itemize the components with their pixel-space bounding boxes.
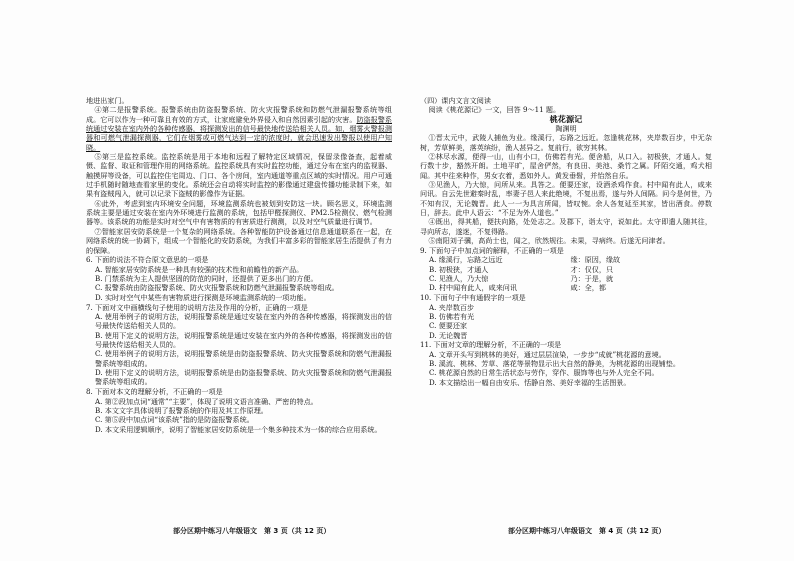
option-7d[interactable]: D. 使用下定义的说明方法，说明报警系统是由防盗报警系统、防火灾报警系统和防燃气泄漏报警系统等组成的。: [95, 367, 392, 387]
option-6b[interactable]: B. 门禁系统为主人提供坚固的防范的同时，还提供了更多出门的方便。: [95, 274, 318, 284]
option-9b[interactable]: [420, 265, 712, 274]
section-heading: （四）课内文言文阅读: [420, 96, 491, 105]
page-4-column: [420, 96, 712, 387]
option-gloss: 缘：原因，缘故: [570, 255, 621, 265]
option-6c[interactable]: C. 报警系统由防盗报警系统、防火灾报警系统和防燃气泄漏报警系统等组成。: [95, 283, 339, 293]
paragraph-monitor-system: ⑤第三是监控系统。监控系统是用于本地和远程了解特定区域情况，保留录像备查，起着威慑、监督、取证和管理作用的网络系统。监控系统具有实时监控功能，通过分布在室内的监视器、触摸屏等设备，可以监控住宅周边、门口、各个房间，室内通道等重点区域的实时情况。用户可通过手机随时随地查看家里的变化。系统还会自动将实时监控的影像通过建盘传播功能录制下来，如果有盗贼闯入，就可以记录下盗贼的影像作为证据。: [86, 152, 392, 199]
option-9d[interactable]: [420, 283, 712, 292]
option-7a[interactable]: A. 使用举例子的说明方法，说明报警系统是通过安装在室内外的各种传感器，将探测发出的信号最快传送给相关人员的。: [95, 311, 392, 331]
paragraph: 地进出家门。: [86, 96, 129, 105]
paragraph-text: ④第二是报警系统。报警系统由防盗报警系统、防火灾报警系统和防燃气泄漏报警系统等组成。它可以作为一种可靠且有效的方式，让家庭避免外界侵入和自然因素引起的灾害。: [86, 105, 392, 124]
passage-title: 桃花源记: [549, 113, 583, 124]
option-6a[interactable]: A. 智能家居安防系统是一种具有较强的技术性和前瞻性的新产品。: [95, 264, 304, 274]
paragraph-environment-system: ⑥此外，考虑到室内环境安全问题，环境监测系统也被划到安防这一块。顾名思义，环境监测系统主要是通过安装在室内外环境进行监测的系统，包括甲醛探测仪、PM2.5检测仪、燃气检测器等。该系统的功能是实时对空气中有害物质的有害质进行测测，以及对空气质量进行调节。: [86, 198, 392, 227]
passage-paragraph-2: ②林尽水源，便得一山，山有小口，仿佛若有光。便舍船，从口入。初极狭，才通人。复行数十步，豁然开朗。土地平旷，屋舍俨然，有良田、美池、桑竹之属。阡陌交通，鸡犬相闻。其中往来种作，男女衣着，悉如外人。黄发垂髫，并怡然自乐。: [420, 152, 712, 180]
passage-paragraph-4: ④既出，得其船，便扶向路，处处志之。及郡下，诣太守，说如此。太守即遣人随其往，寻向所志，遂迷，不复得路。: [420, 217, 712, 236]
option-8c[interactable]: C. 第⑤段中加点词“该系统”指的是防盗报警系统。: [95, 415, 254, 425]
reading-prompt: 阅读《桃花源记》一文，回答 9～11 题。: [428, 105, 561, 115]
question-9: 9. 下面句子中加点词的解释，不正确的一项是: [420, 246, 564, 255]
question-6: 6. 下面的说法不符合原文意思的一项是: [86, 255, 209, 265]
passage-paragraph-5: ⑤南阳刘子骥，高尚士也，闻之，欣然规往。未果，寻病终。后遂无问津者。: [428, 236, 670, 246]
option-10b[interactable]: B. 仿佛若有光: [429, 311, 475, 321]
option-10c[interactable]: C. 便要还家: [429, 321, 468, 331]
paragraph-summary: ⑦智能家居安防系统是一个复杂的网络系统。各种智能防护设备通过信息通道联系在一起，在网络系统的统一协调下，组成一个智能化的安防系统，为我们丰富多彩的智能家居生活提供了有力的保障。: [86, 226, 392, 255]
option-gloss: 乃：于是，就: [570, 274, 614, 284]
option-text: B. 初极狭，才通人: [429, 264, 489, 274]
option-text: C. 见渔人，乃大惊: [429, 274, 489, 284]
passage-author: 陶渊明: [555, 124, 577, 134]
question-11: 11. 下面对文章的理解分析，不正确的一项是: [420, 340, 562, 350]
option-gloss: 才：仅仅，只: [570, 264, 614, 274]
option-8a[interactable]: A. 第②段加点词“通常”“主要”，体现了说明文语言准确、严密的特点。: [95, 396, 318, 406]
option-11c[interactable]: C. 桃花源自然的日常生活状态与劳作，穿作、服饰等也与外人完全不同。: [429, 368, 659, 378]
option-9c[interactable]: [420, 274, 712, 283]
option-8d[interactable]: D. 本文采用逻辑顺序，说明了智能家居安防系统是一个集多种技术为一体的综合应用系统。: [95, 424, 382, 434]
passage-paragraph-1: ①晋太元中，武陵人捕鱼为业。缘溪行，忘路之远近。忽逢桃花林，夹岸数百步，中无杂树，芳草鲜美，落英缤纷，渔人甚异之。复前行，欲穷其林。: [420, 133, 712, 152]
option-text: A. 缘溪行，忘路之远近: [429, 255, 503, 265]
option-10a[interactable]: A. 夹岸数百步: [429, 302, 475, 312]
question-10: 10. 下面句子中有通假字的一项是: [420, 293, 526, 303]
option-11b[interactable]: B. 溪流、桃林、芳草、落花等景物显示出大自然的静美，为桃花源的出现铺垫。: [429, 359, 680, 369]
underlined-sentence: 防盗报警系统通过安装在室内外的各种传感器，将探测发出的信号最快地传送给相关人员。如，烟雾火警报测器和可燃气泄漏探测器，它们在烟雾或可燃气达到一定的浓度时，就会迅速发出警报以使用户知晓。: [86, 114, 392, 152]
question-7: 7. 下面对文中画横线句子使用的说明方法及作用的分析，正确的一项是: [86, 302, 308, 312]
option-6d[interactable]: D. 实时对空气中某些有害物质进行探测是环境监测系统的一项功能。: [95, 292, 311, 302]
question-8: 8. 下面对本文的理解分析，不正确的一项是: [86, 387, 223, 397]
option-9a[interactable]: [420, 255, 712, 264]
option-11a[interactable]: A. 文章开头写到桃林的美好，通过层层渲染，一步步“成就”桃花源的意境。: [429, 349, 666, 359]
page-4-footer: 部分区期中练习八年级语文 第 4 页（共 12 页）: [508, 527, 666, 535]
page-3-footer: 部分区期中练习八年级语文 第 3 页（共 12 页）: [173, 527, 331, 535]
option-8b[interactable]: B. 本文文字具体说明了报警系统的作用及其工作原理。: [95, 405, 268, 415]
option-gloss: 咸：全，都: [570, 283, 606, 293]
paragraph-alarm-system: [86, 105, 392, 152]
passage-paragraph-3: ③见渔人，乃大惊，问所从来。具答之。便要还家，设酒杀鸡作食。村中闻有此人，咸来问讯。自云先世避秦时乱，率妻子邑人来此绝境，不复出焉，遂与外人间隔。问今是何世，乃不知有汉，无论魏晋。此人一一为具言所闻，皆叹惋。余人各复延至其家，皆出酒食。停数日，辞去。此中人语云：“不足为外人道也。”: [420, 180, 712, 218]
page-3-column: [86, 96, 392, 434]
option-7b[interactable]: B. 使用下定义的说明方法，说明报警系统是通过安装在室内外的各种传感器，将探测发出的信号最快传送给相关人员的。: [95, 330, 392, 349]
option-11d[interactable]: D. 本文描绘出一幅自由安乐、恬静自然、美好幸福的生活图景。: [429, 377, 631, 387]
option-7c[interactable]: C. 使用举例子的说明方法，说明报警系统是由防盗报警系统、防火灾报警系统和防燃气泄漏报警系统等组成的。: [95, 349, 392, 368]
option-text: D. 村中闻有此人，咸来问讯: [429, 283, 517, 293]
option-10d[interactable]: D. 无论魏晋: [429, 330, 468, 340]
